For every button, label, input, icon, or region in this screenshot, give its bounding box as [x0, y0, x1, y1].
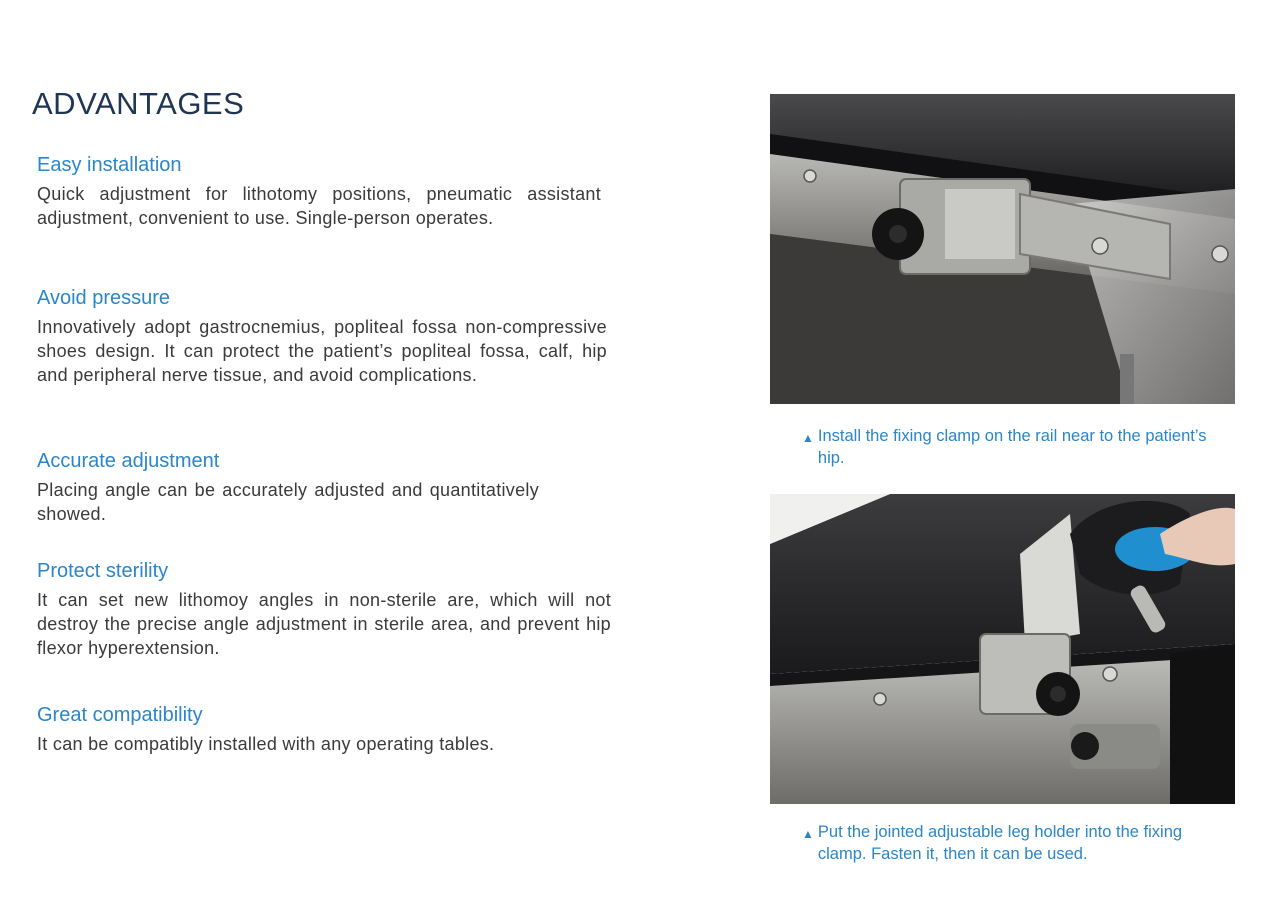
- section-heading: Great compatibility: [37, 704, 203, 726]
- section-avoid-pressure: [37, 285, 607, 387]
- section-body: It can set new lithomoy angles in non-sterile are, which will not destroy the precise angle adjustment in sterile area, and prevent hip flexor hyperextension.: [37, 590, 611, 658]
- section-easy-installation: [37, 152, 601, 230]
- section-heading: Accurate adjustment: [37, 450, 220, 472]
- section-body: Placing angle can be accurately adjusted and quantitatively showed.: [37, 480, 539, 524]
- section-body: Quick adjustment for lithotomy positions, pneumatic assistant adjustment, convenient to use. Single-person operates.: [37, 184, 601, 228]
- section-great-compatibility: [37, 702, 559, 756]
- section-protect-sterility: [37, 558, 611, 660]
- section-heading: Protect sterility: [37, 560, 169, 582]
- section-accurate-adjustment: [37, 448, 539, 526]
- section-heading: Easy installation: [37, 154, 182, 176]
- page-title: ADVANTAGES: [32, 86, 245, 121]
- section-body: Innovatively adopt gastrocnemius, popliteal fossa non-compressive shoes design. It can protect the patient’s popliteal fossa, calf, hip and peripheral nerve tissue, and avoid complications.: [37, 317, 607, 385]
- photo-leg-holder-in-clamp: [770, 494, 1235, 804]
- caption-text: Install the fixing clamp on the rail near to the patient’s hip.: [817, 427, 1207, 467]
- triangle-bullet-icon: ▲: [802, 827, 814, 841]
- triangle-bullet-icon: ▲: [802, 431, 814, 445]
- caption-photo-2: [802, 821, 1222, 865]
- section-heading: Avoid pressure: [37, 287, 171, 309]
- photo-fixing-clamp-on-rail: [770, 94, 1235, 404]
- caption-photo-1: [802, 425, 1222, 469]
- section-body: It can be compatibly installed with any operating tables.: [37, 734, 495, 754]
- caption-text: Put the jointed adjustable leg holder into the fixing clamp. Fasten it, then it can be used.: [817, 823, 1183, 863]
